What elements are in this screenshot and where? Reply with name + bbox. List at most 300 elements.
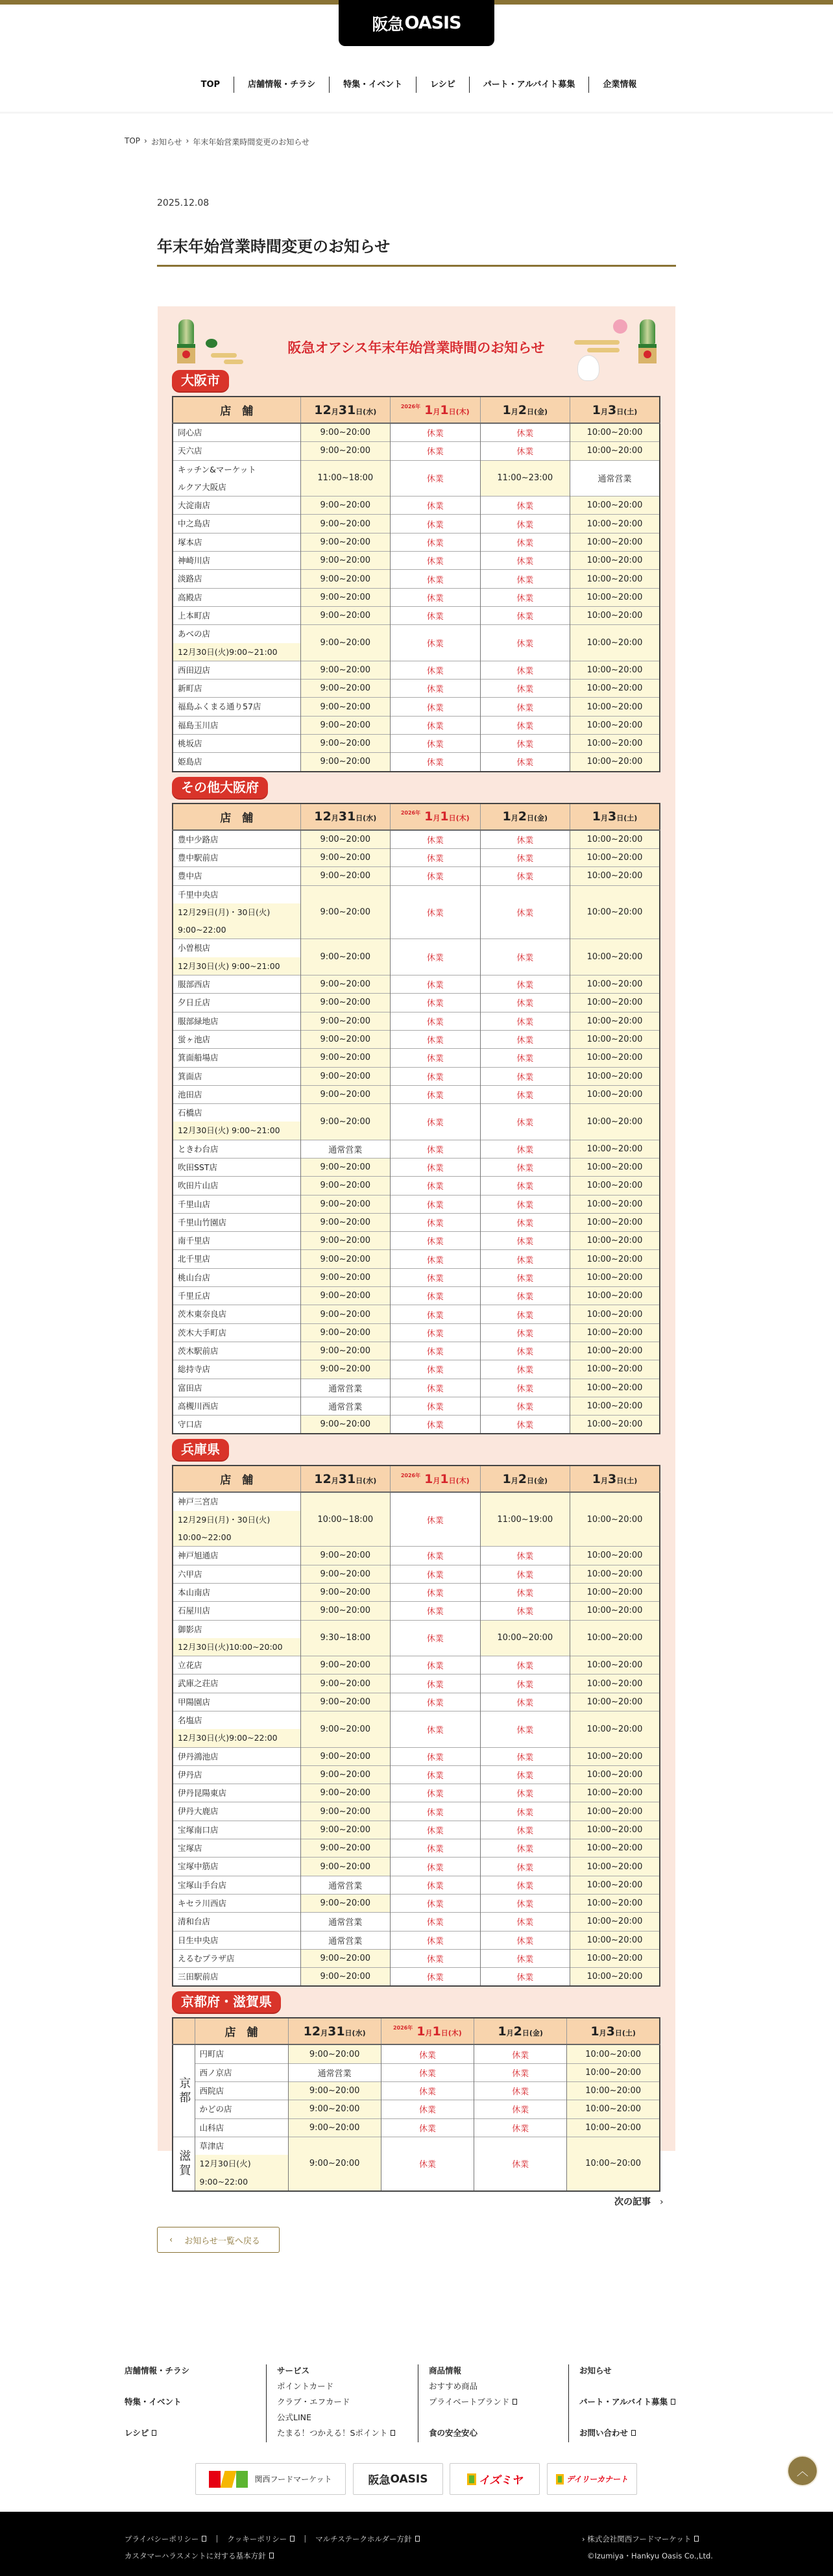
hours-cell: 9:00~20:00: [300, 1158, 391, 1176]
store-name-cell: [173, 1602, 300, 1620]
store-name: 六甲店: [178, 1569, 202, 1579]
horse-figure-icon: [577, 355, 599, 381]
harassment-policy-link[interactable]: [125, 2551, 274, 2561]
column-header-date: [300, 1466, 391, 1492]
hours-cell: 10:00~20:00: [570, 1397, 660, 1415]
closed-cell: 休業: [480, 1583, 570, 1601]
footer-link-recipes[interactable]: [125, 2427, 156, 2438]
company-link[interactable]: [582, 2534, 699, 2544]
oasis-logo-link[interactable]: [353, 2463, 443, 2495]
hours-cell: 9:00~20:00: [300, 1177, 391, 1195]
closed-cell: 休業: [391, 606, 481, 624]
store-name: 草津店: [199, 2141, 224, 2151]
closed-cell: 休業: [391, 830, 481, 849]
footer-link-features[interactable]: 特集・イベント: [125, 2397, 182, 2407]
store-name-cell: [173, 1968, 300, 1987]
closed-cell: 休業: [480, 570, 570, 588]
izumiya-mark-icon: [467, 2473, 476, 2485]
closed-cell: 休業: [480, 1656, 570, 1674]
store-name-cell: [173, 1894, 300, 1912]
multi-stakeholder-link[interactable]: [315, 2534, 419, 2544]
hours-cell: 10:00~20:00: [570, 1067, 660, 1085]
hours-cell: 9:00~20:00: [300, 735, 391, 753]
footer-link-news[interactable]: お知らせ: [579, 2366, 612, 2375]
store-name: 石橋店: [178, 1108, 202, 1118]
column-header-date: [300, 397, 391, 423]
store-name-cell: [195, 2137, 288, 2190]
closed-cell: 休業: [391, 1213, 481, 1231]
article-title: 年末年始営業時間変更のお知らせ: [157, 238, 391, 256]
closed-cell: 休業: [480, 1360, 570, 1379]
store-name: 服部緑地店: [178, 1016, 219, 1026]
day-number: 3: [606, 2024, 615, 2039]
footer-col-2: [266, 2364, 418, 2442]
closed-cell: 休業: [391, 1968, 481, 1987]
footer-heading-products: 商品情報: [429, 2366, 462, 2375]
footer-link-line[interactable]: 公式LINE: [277, 2412, 311, 2422]
day-number: 31: [338, 1471, 356, 1486]
store-row: [173, 1213, 660, 1231]
closed-cell: 休業: [391, 1177, 481, 1195]
store-name-cell: [173, 975, 300, 994]
closed-cell: 休業: [480, 753, 570, 772]
store-name-cell: [173, 1067, 300, 1085]
weekday-label: 日(金): [526, 814, 548, 823]
store-name: 本山南店: [178, 1587, 211, 1597]
store-row: [173, 939, 660, 975]
hours-cell: 10:00~20:00: [570, 1140, 660, 1158]
store-name-cell: [173, 1821, 300, 1839]
day-number: 31: [338, 402, 356, 417]
store-row: [173, 1030, 660, 1048]
store-row: [173, 735, 660, 753]
store-name-cell: [195, 2100, 288, 2118]
store-row: [173, 1565, 660, 1583]
year-label: 2026年: [400, 1472, 421, 1478]
store-name: 桃山台店: [178, 1272, 211, 1282]
store-name: 西ノ京店: [199, 2067, 232, 2078]
hours-cell: 9:00~20:00: [300, 1693, 391, 1711]
closed-cell: 休業: [480, 698, 570, 716]
hours-cell: 10:00~20:00: [570, 1821, 660, 1839]
column-header-date: [570, 803, 660, 830]
closed-cell: 休業: [391, 552, 481, 570]
closed-cell: 休業: [391, 1821, 481, 1839]
closed-cell: 休業: [391, 698, 481, 716]
store-special-hours: 12月30日(火) 9:00~21:00: [173, 957, 300, 975]
store-name: 蛍ヶ池店: [178, 1034, 211, 1044]
closed-cell: 休業: [391, 1620, 481, 1656]
closed-cell: 休業: [391, 1030, 481, 1048]
day-number: 1: [440, 1471, 449, 1486]
back-to-top-button[interactable]: [787, 2455, 818, 2486]
store-name: 千里山竹園店: [178, 1217, 227, 1227]
closed-cell: 休業: [480, 1839, 570, 1858]
store-special-hours: 9:00~22:00: [195, 2173, 288, 2190]
store-name: 伊丹大鹿店: [178, 1806, 219, 1817]
hours-cell: 9:00~20:00: [300, 1583, 391, 1601]
closed-cell: 休業: [391, 442, 481, 460]
hours-cell: 10:00~20:00: [567, 2137, 660, 2190]
store-name-cell: [173, 1379, 300, 1397]
closed-cell: 休業: [391, 753, 481, 772]
hours-cell: 10:00~20:00: [570, 552, 660, 570]
store-row: [173, 2063, 660, 2081]
column-header-date: [300, 803, 391, 830]
hours-cell: 9:00~20:00: [300, 1232, 391, 1250]
store-row: [173, 625, 660, 661]
hours-cell: 9:00~20:00: [300, 1323, 391, 1342]
hours-cell: 10:00~20:00: [570, 1213, 660, 1231]
hours-cell: 9:00~20:00: [300, 1602, 391, 1620]
footer-link-private-brand[interactable]: [429, 2396, 517, 2407]
store-name: 茨木駅前店: [178, 1345, 219, 1356]
store-row: [173, 533, 660, 551]
daily-kanart-logo-link[interactable]: [547, 2463, 637, 2495]
store-row: [173, 1360, 660, 1379]
weekday-label: 日(水): [356, 1476, 377, 1485]
store-row: [173, 1693, 660, 1711]
store-name: 豊中店: [178, 871, 202, 881]
hours-cell: 10:00~20:00: [570, 939, 660, 975]
closed-cell: 休業: [480, 625, 570, 661]
closed-cell: 休業: [391, 994, 481, 1012]
hours-cell: 10:00~20:00: [570, 1360, 660, 1379]
hours-cell: 10:00~20:00: [570, 1876, 660, 1894]
store-name-cell: [173, 1360, 300, 1379]
divider: |: [215, 2534, 219, 2543]
divider: |: [304, 2534, 307, 2543]
label: お問い合わせ: [579, 2428, 629, 2438]
store-name-cell: [173, 1858, 300, 1876]
normal-hours-cell: 通常営業: [300, 1379, 391, 1397]
closed-cell: 休業: [391, 1067, 481, 1085]
store-name-cell: [173, 1949, 300, 1967]
store-name-cell: [173, 848, 300, 866]
closed-cell: 休業: [391, 867, 481, 885]
column-header-date: [391, 397, 481, 423]
store-name: 南千里店: [178, 1236, 211, 1246]
weekday-label: 日(木): [448, 407, 470, 416]
store-row: [173, 588, 660, 606]
store-row: [173, 1784, 660, 1802]
hours-cell: 9:00~20:00: [300, 625, 391, 661]
nav-features-events[interactable]: 特集・イベント: [329, 77, 416, 93]
store-special-hours: 12月29日(月)・30日(火): [173, 1511, 300, 1528]
month-label: 月: [600, 814, 608, 823]
store-name: かどの店: [199, 2104, 232, 2115]
closed-cell: 休業: [480, 1931, 570, 1949]
hours-cell: 9:00~20:00: [300, 1305, 391, 1323]
column-header-store: 店 舗: [195, 2018, 288, 2044]
closed-cell: 休業: [480, 1140, 570, 1158]
store-name: 豊中駅前店: [178, 852, 219, 863]
store-name: 姫島店: [178, 757, 202, 767]
closed-cell: 休業: [480, 939, 570, 975]
footer-link-point-card[interactable]: ポイントカード: [277, 2381, 334, 2391]
closed-cell: 休業: [391, 735, 481, 753]
footer-link-recruit[interactable]: [579, 2396, 675, 2407]
schedule-table: [172, 803, 660, 1435]
day-number: 2: [513, 2024, 522, 2039]
closed-cell: 休業: [391, 885, 481, 939]
chevron-right-icon: ›: [186, 136, 189, 145]
store-row: [173, 1839, 660, 1858]
store-row: [173, 2044, 660, 2063]
hours-cell: 10:00~20:00: [570, 680, 660, 698]
hours-cell: 9:00~20:00: [300, 1802, 391, 1821]
breadcrumb-news[interactable]: お知らせ: [151, 138, 182, 147]
closed-cell: 休業: [391, 1876, 481, 1894]
hours-cell: 10:00~20:00: [570, 716, 660, 734]
closed-cell: 休業: [480, 1565, 570, 1583]
external-link-icon: [269, 2553, 274, 2558]
hours-cell: 9:00~20:00: [300, 1085, 391, 1103]
hours-cell: 9:00~20:00: [300, 1949, 391, 1967]
store-name: 豊中少路店: [178, 834, 219, 844]
footer-link-club-f-card[interactable]: クラブ・エフカード: [277, 2397, 350, 2407]
cookie-policy-link[interactable]: [227, 2534, 295, 2544]
store-name-cell: [173, 497, 300, 515]
closed-cell: 休業: [480, 830, 570, 849]
store-name-cell: [173, 1232, 300, 1250]
store-name-cell: [173, 1305, 300, 1323]
store-row: [173, 2082, 660, 2100]
hours-cell: 10:00~20:00: [570, 1894, 660, 1912]
hours-cell: 9:00~20:00: [300, 848, 391, 866]
back-to-news-list-button[interactable]: [157, 2227, 280, 2253]
store-name: 西田辺店: [178, 665, 211, 675]
store-name: 伊丹昆陽東店: [178, 1788, 227, 1798]
store-name: ルクア大阪店: [178, 482, 226, 492]
closed-cell: 休業: [391, 570, 481, 588]
closed-cell: 休業: [391, 661, 481, 679]
nav-recruit[interactable]: パート・アルバイト募集: [469, 77, 589, 93]
store-name-cell: [173, 1323, 300, 1342]
hours-cell: 9:00~20:00: [288, 2137, 381, 2190]
store-name: ときわ台店: [178, 1144, 219, 1154]
store-special-hours: 12月30日(火)9:00~21:00: [173, 643, 300, 661]
closed-cell: 休業: [474, 2118, 567, 2137]
nav-top[interactable]: TOP: [200, 80, 221, 90]
store-name-cell: [173, 1195, 300, 1213]
store-name-cell: [173, 1747, 300, 1765]
hours-cell: 9:00~20:00: [300, 994, 391, 1012]
store-row: [173, 1711, 660, 1748]
hours-cell: 9:00~20:00: [300, 606, 391, 624]
column-header-store: 店 舗: [173, 803, 300, 830]
hours-cell: 10:00~20:00: [570, 625, 660, 661]
store-name: 桃坂店: [178, 739, 202, 749]
store-row: [173, 1049, 660, 1067]
store-row: [173, 1416, 660, 1434]
hours-cell: 9:00~20:00: [300, 1287, 391, 1305]
closed-cell: 休業: [381, 2063, 474, 2081]
closed-cell: 休業: [480, 1067, 570, 1085]
hours-cell: 10:00~20:00: [570, 1379, 660, 1397]
hours-cell: 9:00~20:00: [300, 442, 391, 460]
schedule-table: [172, 2017, 660, 2191]
store-row: [173, 1250, 660, 1268]
hours-cell: 10:00~20:00: [570, 735, 660, 753]
footer-link-stores[interactable]: 店舗情報・チラシ: [125, 2366, 190, 2375]
closed-cell: 休業: [474, 2137, 567, 2190]
kadomatsu-icon: [634, 319, 660, 365]
store-row: [173, 1397, 660, 1415]
hours-cell: 9:00~20:00: [300, 716, 391, 734]
hours-cell: 9:00~20:00: [300, 1674, 391, 1693]
month-number: 1: [424, 1471, 433, 1486]
closed-cell: 休業: [480, 1547, 570, 1565]
closed-cell: 休業: [391, 1305, 481, 1323]
store-row: [173, 1747, 660, 1765]
store-row: [173, 830, 660, 849]
hours-cell: 9:00~20:00: [288, 2118, 381, 2137]
store-row: [173, 1620, 660, 1656]
closed-cell: 休業: [480, 1968, 570, 1987]
footer-link-s-point[interactable]: [277, 2427, 395, 2438]
closed-cell: 休業: [391, 1602, 481, 1620]
store-name: 箕面店: [178, 1071, 202, 1081]
hours-cell: 9:00~20:00: [300, 1858, 391, 1876]
back-label: お知らせ一覧へ戻る: [184, 2236, 260, 2246]
store-row: [173, 2100, 660, 2118]
closed-cell: 休業: [391, 1012, 481, 1030]
store-row: [173, 606, 660, 624]
store-name-cell: [173, 698, 300, 716]
day-number: 3: [607, 809, 617, 824]
store-name-cell: [173, 1674, 300, 1693]
nav-recipes[interactable]: レシピ: [416, 77, 469, 93]
closed-cell: 休業: [480, 1305, 570, 1323]
footer-link-food-safety[interactable]: 食の安全安心: [429, 2428, 478, 2438]
hours-cell: 10:00~20:00: [570, 1711, 660, 1748]
nav-stores-flyers[interactable]: 店舗情報・チラシ: [234, 77, 329, 93]
hours-cell: 10:00~20:00: [570, 698, 660, 716]
store-row: [173, 1323, 660, 1342]
month-number: 1: [416, 2024, 426, 2039]
store-name-cell: [173, 1931, 300, 1949]
hours-cell: 9:00~20:00: [300, 515, 391, 533]
region-label: 大阪市: [172, 370, 229, 391]
hours-cell: 10:00~20:00: [570, 1602, 660, 1620]
closed-cell: 休業: [480, 1416, 570, 1434]
normal-hours-cell: 通常営業: [300, 1140, 391, 1158]
month-number: 1: [424, 402, 433, 417]
store-name: 福島玉川店: [178, 720, 219, 730]
closed-cell: 休業: [391, 1268, 481, 1286]
kfm-logo-link[interactable]: [195, 2463, 346, 2495]
store-name-cell: [173, 1839, 300, 1858]
hours-cell: 10:00~20:00: [570, 423, 660, 442]
hours-cell: 9:00~20:00: [300, 1656, 391, 1674]
normal-hours-cell: 通常営業: [300, 1876, 391, 1894]
closed-cell: 休業: [391, 1158, 481, 1176]
store-row: [173, 975, 660, 994]
nav-company[interactable]: 企業情報: [588, 77, 650, 93]
store-name: 吹田片山店: [178, 1181, 219, 1191]
footer-col-1: [114, 2364, 266, 2442]
column-header-date: [381, 2018, 474, 2044]
hours-cell: 10:00~18:00: [300, 1492, 391, 1546]
column-header-store: 店 舗: [173, 1466, 300, 1492]
store-name-cell: [173, 552, 300, 570]
closed-cell: 休業: [391, 1342, 481, 1360]
label: レシピ: [125, 2428, 149, 2438]
store-name: 吹田SST店: [178, 1162, 218, 1172]
store-row: [173, 1968, 660, 1987]
month-label: 月: [331, 814, 339, 823]
store-row: [173, 1012, 660, 1030]
hours-cell: 9:00~20:00: [300, 1049, 391, 1067]
footer-link-contact[interactable]: [579, 2427, 636, 2438]
store-special-hours: 12月30日(火): [195, 2155, 288, 2172]
month-label: 月: [331, 1476, 339, 1485]
store-name-cell: [195, 2044, 288, 2063]
site-logo[interactable]: [339, 0, 494, 46]
closed-cell: 休業: [480, 1287, 570, 1305]
store-row: [173, 1085, 660, 1103]
store-name: 天六店: [178, 446, 202, 456]
izumiya-logo-link[interactable]: [450, 2463, 540, 2495]
footer-link-recommended[interactable]: おすすめ商品: [429, 2381, 478, 2391]
store-name-cell: [173, 753, 300, 772]
schedule-table: [172, 396, 660, 772]
breadcrumb-top[interactable]: TOP: [125, 136, 141, 145]
closed-cell: 休業: [381, 2044, 474, 2063]
store-row: [173, 1232, 660, 1250]
holiday-hours-notice: [158, 306, 675, 2187]
store-row: [173, 1268, 660, 1286]
closed-cell: 休業: [391, 1711, 481, 1748]
day-number: 2: [518, 402, 527, 417]
store-row: [173, 1287, 660, 1305]
closed-cell: 休業: [480, 423, 570, 442]
closed-cell: 休業: [480, 442, 570, 460]
store-row: [173, 1140, 660, 1158]
closed-cell: 休業: [480, 1913, 570, 1931]
label: クッキーポリシー: [227, 2534, 287, 2544]
store-row: [173, 661, 660, 679]
hours-cell: 10:00~20:00: [570, 588, 660, 606]
hours-cell: 10:00~20:00: [570, 885, 660, 939]
day-number: 2: [518, 1471, 527, 1486]
closed-cell: 休業: [391, 1913, 481, 1931]
store-name-cell: [173, 460, 300, 497]
column-header-date: [391, 1466, 481, 1492]
header-divider: [0, 112, 833, 114]
closed-cell: 休業: [480, 680, 570, 698]
closed-cell: 休業: [391, 1085, 481, 1103]
store-name: 宝塚山手台店: [178, 1880, 227, 1890]
store-name: あべの店: [178, 629, 211, 639]
closed-cell: 休業: [381, 2100, 474, 2118]
store-name: 夕日丘店: [178, 998, 211, 1008]
store-name: 千里山店: [178, 1199, 211, 1209]
month-label: 月: [433, 814, 441, 823]
next-article-link[interactable]: [614, 2195, 664, 2208]
external-link-icon: [513, 2399, 517, 2405]
store-row: [173, 1913, 660, 1931]
store-name: 立花店: [178, 1660, 202, 1671]
hours-cell: 10:00~20:00: [570, 1802, 660, 1821]
store-name-cell: [173, 1693, 300, 1711]
store-row: [173, 1305, 660, 1323]
privacy-policy-link[interactable]: [125, 2534, 206, 2544]
hours-cell: 9:00~20:00: [300, 1416, 391, 1434]
closed-cell: 休業: [480, 1949, 570, 1967]
store-name: 宝塚店: [178, 1843, 202, 1854]
